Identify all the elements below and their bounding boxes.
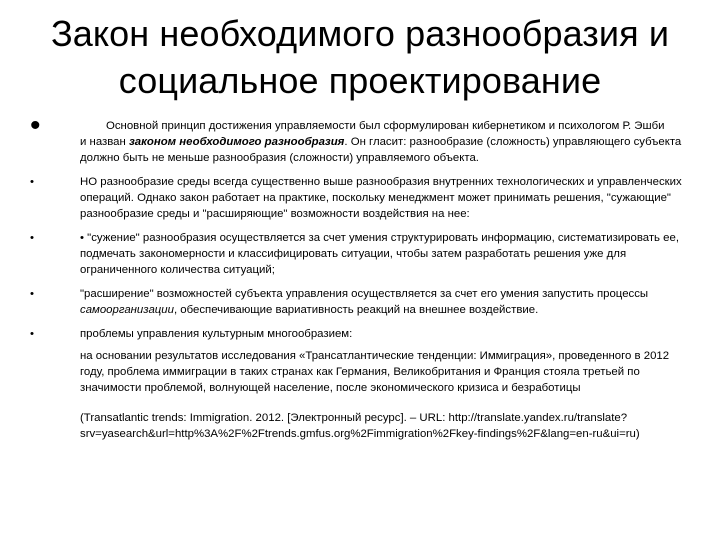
text-fragment: . Он гласит: разнообразие (сложность) управляющего субъекта должно быть не меньше разнообразия (сложности) управляемого объекта.: [80, 136, 682, 164]
title-line-1: Закон необходимого разнообразия и: [50, 13, 670, 54]
list-item: [30, 286, 690, 318]
slide-title: [30, 10, 690, 104]
law-name: законом необходимого разнообразия: [128, 136, 345, 148]
bullet-marker: •: [30, 288, 34, 300]
bullet-marker: •: [30, 232, 34, 244]
list-item: [30, 326, 690, 442]
immigration-study-text: на основании результатов исследования «Трансатлантические тенденции: Иммиграция», проведенного в 2012 году, проблема иммиграции в таких странах как Германия, Великобритания и Франция стояла третьей по значимости проблемой, волнующей население, после экономического кризиса и безработицы: [80, 350, 670, 394]
cultural-diversity-heading: проблемы управления культурным многообразием:: [80, 328, 353, 340]
slide-body: [30, 109, 690, 442]
expanding-text: [80, 286, 690, 318]
list-item: [30, 230, 690, 278]
reference-citation: (Transatlantic trends: Immigration. 2012. [Электронный ресурс]. – URL: http://translate.yandex.ru/translate?srv=yasearch&url=http%3A%2F%2Ftrends.gmfus.org%2Fimmigration%2Fkey-findings%2F&lang=en-ru&ui=ru): [80, 412, 640, 440]
narrowing-text: • "сужение" разнообразия осуществляется за счет умения структурировать информацию, систематизировать ее, подмечать закономерности и классифицировать ситуации, чтобы затем разработать решения уже для ограниченного количества ситуаций;: [80, 232, 679, 276]
text-fragment: "расширение" возможностей субъекта управления осуществляется за счет его умения запустить процессы: [80, 288, 649, 300]
list-item: [30, 109, 690, 166]
text-fragment: и назван: [80, 136, 129, 148]
self-organization-term: самоорганизации: [80, 304, 174, 316]
ashby-law-text: [80, 134, 690, 166]
list-item: [30, 174, 690, 222]
bullet-marker: •: [30, 176, 34, 188]
ashby-principle-line: Основной принцип достижения управляемости был сформулирован кибернетиком и психологом Р. Эшби: [106, 120, 665, 132]
bullet-marker: •: [30, 328, 34, 340]
text-fragment: , обеспечивающие вариативность реакций на внешнее воздействие.: [173, 304, 539, 316]
bullet-marker: •: [30, 109, 41, 142]
title-line-2: социальное проектирование: [118, 60, 602, 101]
environment-variety-text: НО разнообразие среды всегда существенно выше разнообразия внутренних технологических и управленческих операций. Однако закон работает на практике, поскольку менеджмент может принимать решения, "сужающие" разнообразие среды и "расширяющие" возможности воздействия на нее:: [80, 176, 682, 220]
